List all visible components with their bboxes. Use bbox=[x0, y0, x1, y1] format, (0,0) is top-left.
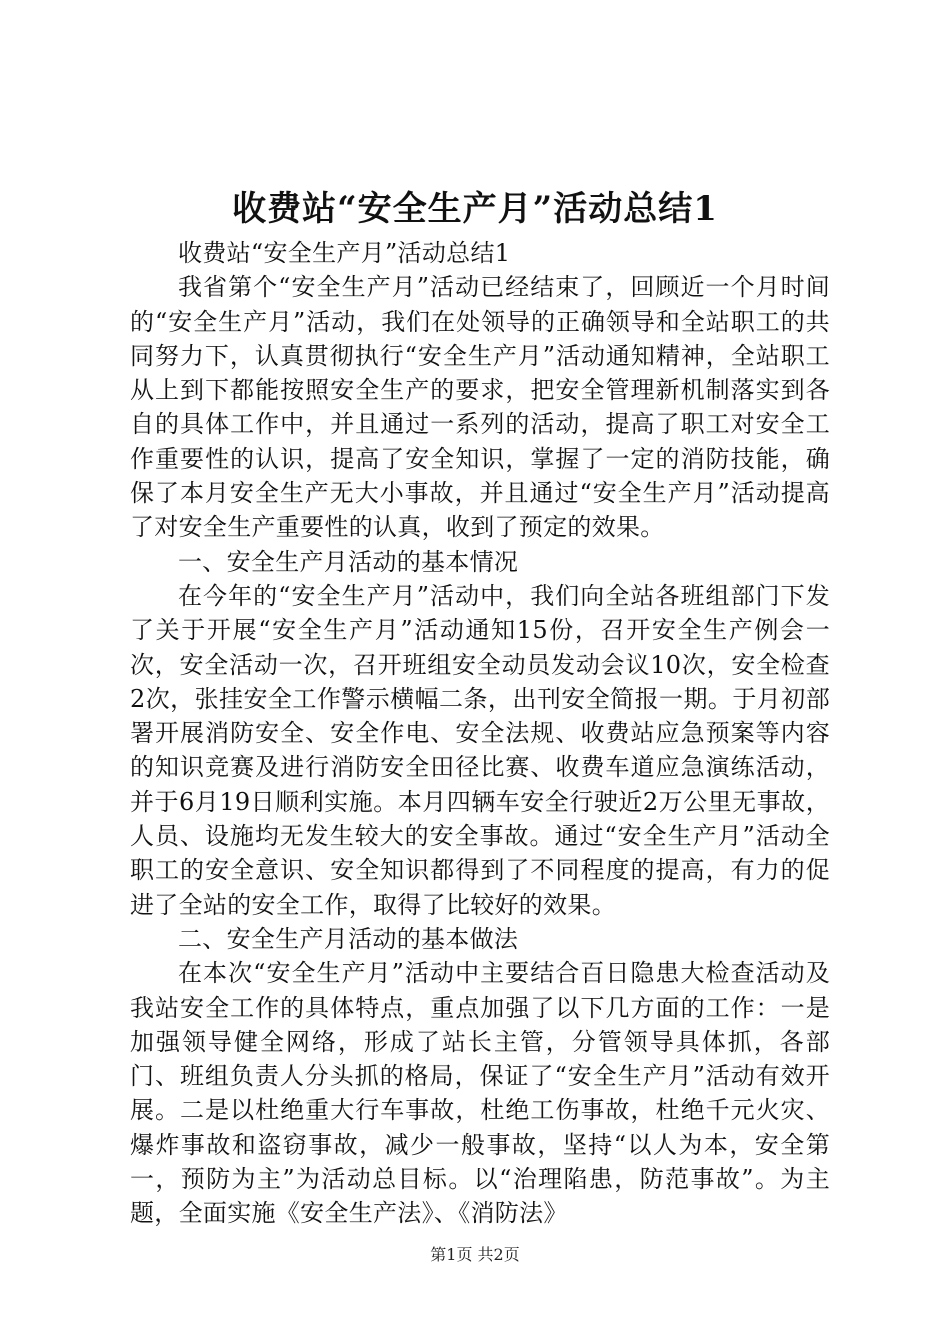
section-heading-1: 一、安全生产月活动的基本情况 bbox=[178, 547, 519, 576]
document-title: 收费站“安全生产月”活动总结1 bbox=[232, 189, 718, 229]
paragraph-section-2: 在本次“安全生产月”活动中主要结合百日隐患大检查活动及我站安全工作的具体特点，重点加强了以下几方面的工作：一是加强领导健全网络，形成了站长主管，分管领导具体抓，各部门、班组负责人分头抓的格局，保证了“安全生产月”活动有效开展。二是以杜绝重大行车事故，杜绝工伤事故，杜绝千元火灾、爆炸事故和盗窃事故，减少一般事故，坚持“以人为本，安全第一，预防为主”为活动总目标。以“治理陷患，防范事故”。为主题，全面实施《安全生产法》、《消防法》 bbox=[130, 959, 830, 1228]
paragraph-subtitle: 收费站“安全生产月”活动总结1 bbox=[178, 239, 511, 267]
section-heading-2: 二、安全生产月活动的基本做法 bbox=[178, 924, 519, 953]
page-footer: 第1页 共2页 bbox=[430, 1245, 520, 1264]
paragraph-section-1: 在今年的“安全生产月”活动中，我们向全站各班组部门下发了关于开展“安全生产月”活动通知15份，召开安全生产例会一次，安全活动一次，召开班组安全动员发动会议10次，安全检查2次，张挂安全工作警示横幅二条，出刊安全简报一期。于月初部署开展消防安全、安全作电、安全法规、收费站应急预案等内容的知识竞赛及进行消防安全田径比赛、收费车道应急演练活动，并于6月19日顺利实施。本月四辆车安全行驶近2万公里无事故，人员、设施均无发生较大的安全事故。通过“安全生产月”活动全职工的安全意识、安全知识都得到了不同程度的提高，有力的促进了全站的安全工作，取得了比较好的效果。 bbox=[130, 581, 830, 919]
paragraph-intro: 我省第个“安全生产月”活动已经结束了，回顾近一个月时间的“安全生产月”活动，我们在处领导的正确领导和全站职工的共同努力下，认真贯彻执行“安全生产月”活动通知精神，全站职工从上到下都能按照安全生产的要求，把安全管理新机制落实到各自的具体工作中，并且通过一系列的活动，提高了职工对安全工作重要性的认识，提高了安全知识，掌握了一定的消防技能，确保了本月安全生产无大小事故，并且通过“安全生产月”活动提高了对安全生产重要性的认真，收到了预定的效果。 bbox=[130, 273, 830, 542]
document-body bbox=[130, 236, 830, 1231]
